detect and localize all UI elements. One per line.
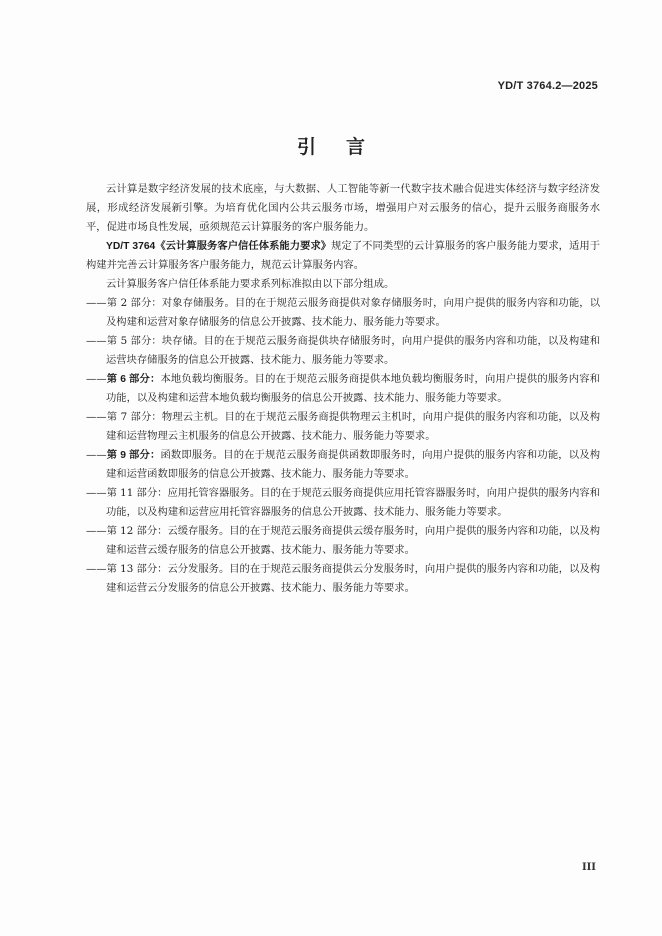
list-item	[86, 522, 600, 560]
list-dash: ——	[86, 487, 107, 499]
part-label: 第 12 部分：	[106, 525, 168, 537]
part-description: 对象存储服务。目的在于规范云服务商提供对象存储服务时，向用户提供的服务内容和功能，以及构建和运营对象存储服务的信息公开披露、技术能力、服务能力等要求。	[106, 297, 600, 328]
list-item	[86, 408, 600, 446]
list-dash: ——	[86, 563, 107, 575]
list-dash: ——	[86, 525, 107, 537]
list-dash: ——	[86, 449, 107, 461]
list-dash: ——	[86, 297, 107, 309]
intro-paragraph-2	[86, 237, 600, 275]
intro-paragraph-3: 云计算服务客户信任体系能力要求系列标准拟由以下部分组成。	[106, 278, 395, 290]
part-description: 应用托管容器服务。目的在于规范云服务商提供应用托管容器服务时，向用户提供的服务内容和功能，以及构建和运营应用托管容器服务的信息公开披露、技术能力、服务能力等要求。	[106, 487, 601, 518]
part-label: 第 2 部分：	[106, 297, 162, 309]
part-label: 第 5 部分：	[106, 335, 162, 347]
list-item	[86, 332, 600, 370]
document-code: YD/T 3764.2—2025	[497, 80, 598, 92]
part-label: 第 13 部分：	[106, 563, 168, 575]
part-label: 第 7 部分：	[106, 411, 162, 423]
part-description: 云分发服务。目的在于规范云服务商提供云分发服务时，向用户提供的服务内容和功能，以及构建和运营云分发服务的信息公开披露、技术能力、服务能力等要求。	[106, 563, 601, 594]
list-dash: ——	[86, 335, 107, 347]
list-dash: ——	[86, 373, 107, 385]
standard-reference: YD/T 3764《云计算服务客户信任体系能力要求》	[106, 241, 332, 252]
body-text	[86, 180, 600, 598]
part-description: 云缓存服务。目的在于规范云服务商提供云缓存服务时，向用户提供的服务内容和功能，以及构建和运营云缓存服务的信息公开披露、技术能力、服务能力等要求。	[106, 525, 601, 556]
intro-paragraph-1: 云计算是数字经济发展的技术底座，与大数据、人工智能等新一代数字技术融合促进实体经济与数字经济发展，形成经济发展新引擎。为培育优化国内公共云服务市场，增强用户对云服务的信心，提升云服务商服务水平，促进市场良性发展，亟须规范云计算服务的客户服务能力。	[86, 183, 600, 233]
intro-paragraph-2-text: 规定了不同类型的云计算服务的客户服务能力要求，适用于构建并完善云计算服务客户服务能力，规范云计算服务内容。	[86, 240, 600, 271]
list-item	[86, 446, 600, 484]
part-description: 块存储。目的在于规范云服务商提供块存储服务时，向用户提供的服务内容和功能，以及构建和运营块存储服务的信息公开披露、技术能力、服务能力等要求。	[106, 335, 600, 366]
page-number: III	[581, 862, 596, 873]
list-item	[86, 370, 600, 408]
part-description: 物理云主机。目的在于规范云服务商提供物理云主机时，向用户提供的服务内容和功能，以及构建和运营物理云主机服务的信息公开披露、技术能力、服务能力等要求。	[106, 411, 600, 442]
list-item	[86, 560, 600, 598]
part-label: 第 6 部分：	[106, 374, 161, 385]
part-description: 本地负载均衡服务。目的在于规范云服务商提供本地负载均衡服务时，向用户提供的服务内容和功能，以及构建和运营本地负载均衡服务的信息公开披露、技术能力、服务能力等要求。	[106, 373, 601, 404]
list-dash: ——	[86, 411, 107, 423]
list-item	[86, 294, 600, 332]
part-label: 第 11 部分：	[106, 487, 168, 499]
part-label: 第 9 部分：	[106, 450, 161, 461]
list-item	[86, 484, 600, 522]
page-title: 引言	[296, 136, 395, 158]
part-description: 函数即服务。目的在于规范云服务商提供函数即服务时，向用户提供的服务内容和功能，以及构建和运营函数即服务的信息公开披露、技术能力、服务能力等要求。	[106, 449, 601, 480]
